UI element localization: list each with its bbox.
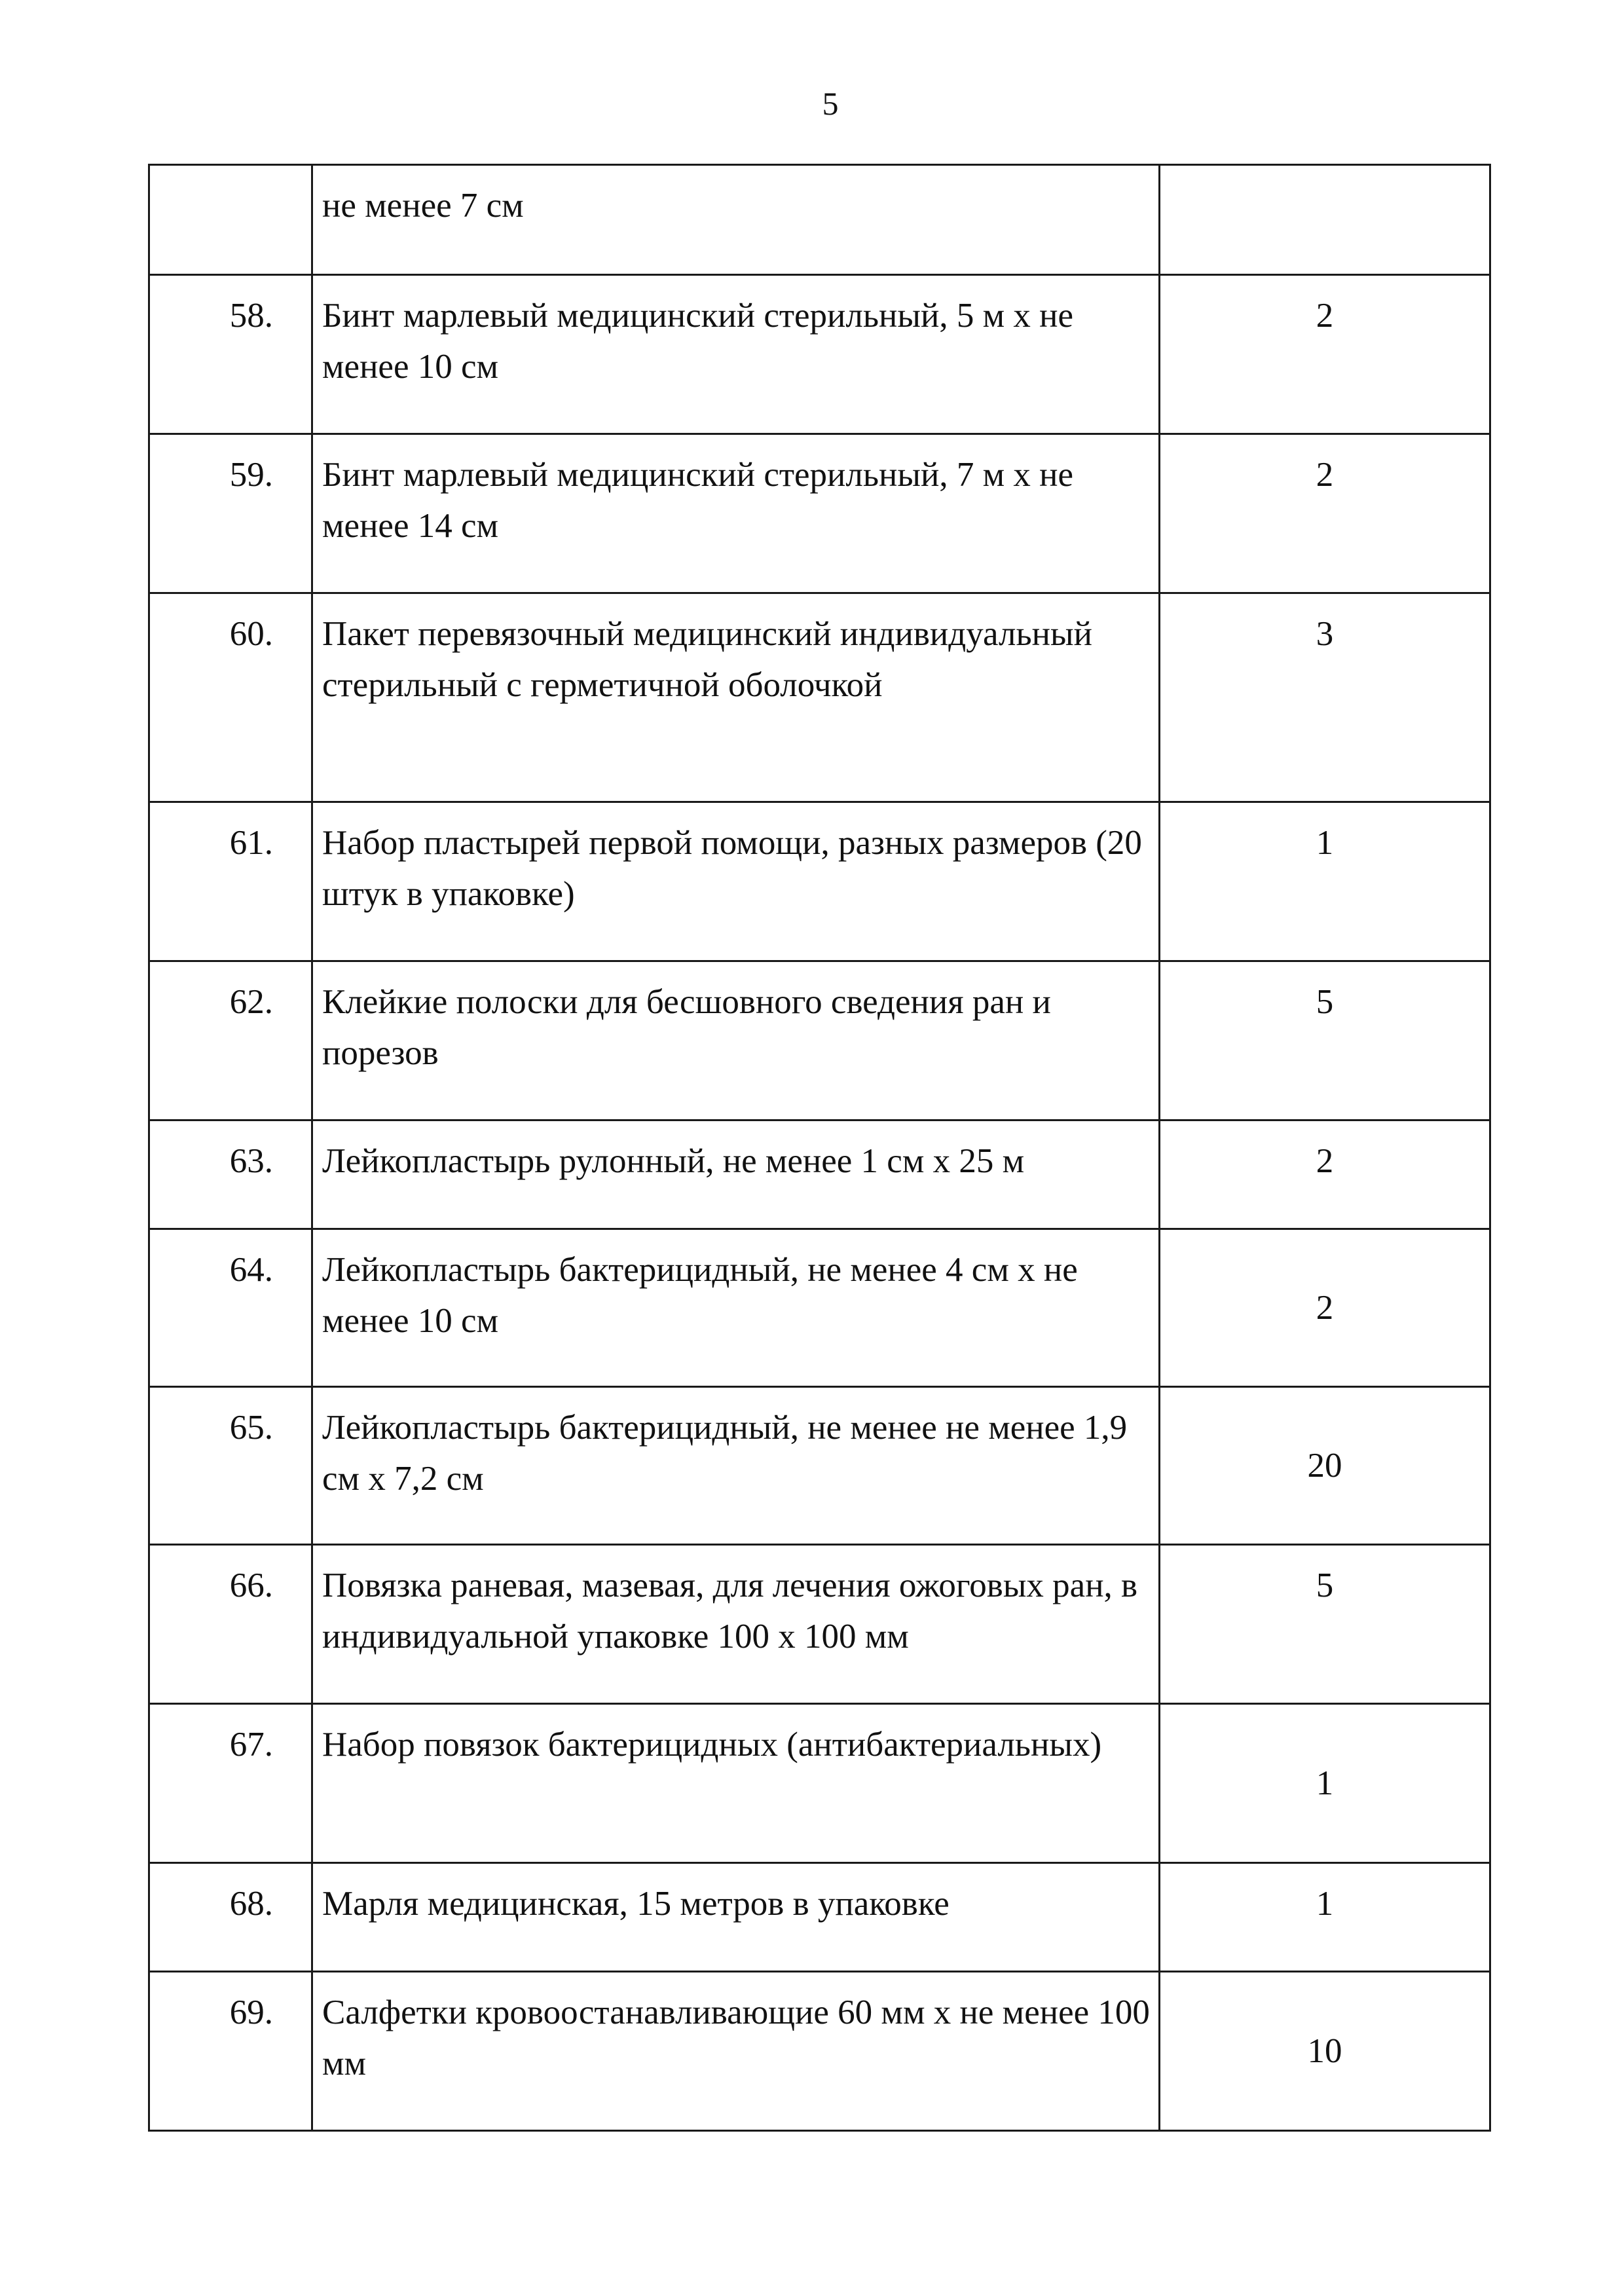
table-row xyxy=(149,1120,1490,1229)
row-description: Набор пластырей первой помощи, разных размеров (20 штук в упаковке) xyxy=(312,802,1160,961)
row-number: 60. xyxy=(149,593,312,802)
table-row xyxy=(149,802,1490,961)
row-number: 65. xyxy=(149,1387,312,1545)
row-description: Повязка раневая, мазевая, для лечения ожоговых ран, в индивидуальной упаковке 100 x 100 мм xyxy=(312,1545,1160,1704)
table-row xyxy=(149,1863,1490,1972)
row-quantity: 2 xyxy=(1160,1229,1490,1387)
row-quantity: 10 xyxy=(1160,1972,1490,2131)
table-row xyxy=(149,1229,1490,1387)
row-quantity: 20 xyxy=(1160,1387,1490,1545)
table-row xyxy=(149,1387,1490,1545)
row-description: не менее 7 см xyxy=(312,165,1160,275)
row-quantity: 3 xyxy=(1160,593,1490,802)
row-quantity: 1 xyxy=(1160,802,1490,961)
row-description: Набор повязок бактерицидных (антибактериальных) xyxy=(312,1704,1160,1863)
row-number: 62. xyxy=(149,961,312,1120)
row-number: 66. xyxy=(149,1545,312,1704)
row-quantity: 2 xyxy=(1160,1120,1490,1229)
row-quantity: 1 xyxy=(1160,1704,1490,1863)
row-quantity xyxy=(1160,165,1490,275)
row-quantity: 2 xyxy=(1160,434,1490,593)
row-number xyxy=(149,165,312,275)
table-row xyxy=(149,1545,1490,1704)
table-row xyxy=(149,1704,1490,1863)
row-description: Лейкопластырь бактерицидный, не менее 4 см x не менее 10 см xyxy=(312,1229,1160,1387)
row-number: 58. xyxy=(149,275,312,434)
items-table xyxy=(148,164,1491,2132)
table-row xyxy=(149,275,1490,434)
table-row xyxy=(149,593,1490,802)
row-number: 63. xyxy=(149,1120,312,1229)
table-row xyxy=(149,165,1490,275)
row-description: Бинт марлевый медицинский стерильный, 5 м x не менее 10 см xyxy=(312,275,1160,434)
row-number: 69. xyxy=(149,1972,312,2131)
row-description: Лейкопластырь рулонный, не менее 1 см x 25 м xyxy=(312,1120,1160,1229)
row-number: 59. xyxy=(149,434,312,593)
row-number: 68. xyxy=(149,1863,312,1972)
row-description: Салфетки кровоостанавливающие 60 мм x не менее 100 мм xyxy=(312,1972,1160,2131)
page-number: 5 xyxy=(822,85,839,122)
row-quantity: 1 xyxy=(1160,1863,1490,1972)
row-quantity: 2 xyxy=(1160,275,1490,434)
row-quantity: 5 xyxy=(1160,961,1490,1120)
row-description: Клейкие полоски для бесшовного сведения ран и порезов xyxy=(312,961,1160,1120)
row-description: Пакет перевязочный медицинский индивидуальный стерильный с герметичной оболочкой xyxy=(312,593,1160,802)
row-description: Лейкопластырь бактерицидный, не менее не менее 1,9 см x 7,2 см xyxy=(312,1387,1160,1545)
row-number: 67. xyxy=(149,1704,312,1863)
table-row xyxy=(149,1972,1490,2131)
row-quantity: 5 xyxy=(1160,1545,1490,1704)
row-number: 64. xyxy=(149,1229,312,1387)
table-row xyxy=(149,434,1490,593)
row-description: Марля медицинская, 15 метров в упаковке xyxy=(312,1863,1160,1972)
table-row xyxy=(149,961,1490,1120)
row-number: 61. xyxy=(149,802,312,961)
row-description: Бинт марлевый медицинский стерильный, 7 м x не менее 14 см xyxy=(312,434,1160,593)
